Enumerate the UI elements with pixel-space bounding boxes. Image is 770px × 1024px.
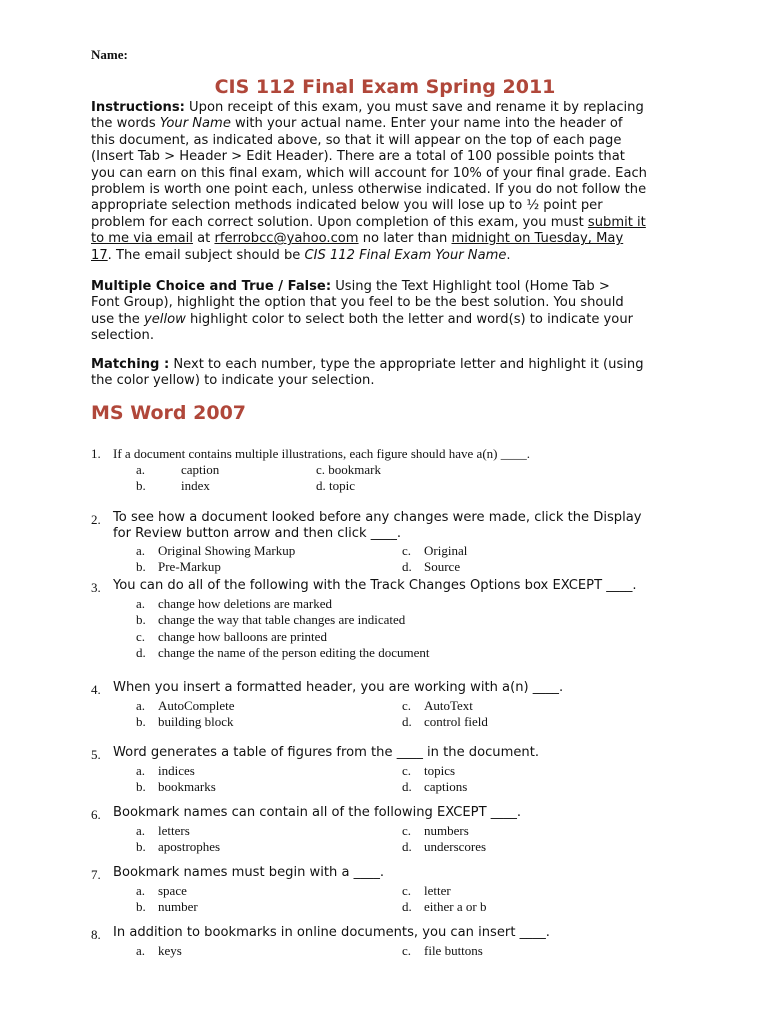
option-text: either a or b	[424, 899, 487, 914]
option-b[interactable]	[136, 779, 216, 795]
option-letter: c.	[402, 823, 412, 838]
option-text: AutoText	[424, 698, 473, 713]
submit-phrase: submit it	[587, 214, 646, 230]
option-text: topic	[329, 478, 355, 493]
option-a[interactable]	[136, 462, 219, 478]
option-text: number	[158, 899, 198, 914]
option-letter: d.	[402, 839, 412, 854]
email-link[interactable]: rferrobcc@yahoo.com	[214, 231, 359, 247]
page-title: CIS 112 Final Exam Spring 2011	[214, 76, 556, 98]
question-text: Bookmark names can contain all of the following EXCEPT ____.	[113, 805, 522, 820]
option-letter: a.	[136, 823, 146, 838]
question-text: You can do all of the following with the Track Changes Options box EXCEPT ____.	[113, 578, 637, 593]
instructions-text: problem is worth one point each, unless otherwise indicated. If you do not follow the	[91, 182, 647, 198]
option-text: letters	[158, 823, 190, 838]
option-a[interactable]	[136, 596, 332, 612]
option-c[interactable]	[136, 629, 327, 645]
section-title: MS Word 2007	[91, 402, 247, 424]
option-text: space	[158, 883, 187, 898]
instructions-text: problem for each correct solution. Upon completion of this exam, you must	[91, 214, 588, 230]
option-letter: c.	[402, 943, 412, 958]
option-a[interactable]	[136, 883, 187, 899]
your-name-phrase: Your Name	[159, 116, 231, 132]
option-b[interactable]	[136, 612, 405, 628]
instructions-text: .	[506, 247, 511, 263]
option-text: change the name of the person editing the document	[158, 645, 430, 660]
option-text: topics	[424, 763, 456, 778]
option-text: Original Showing Markup	[158, 543, 296, 558]
option-text: change how balloons are printed	[158, 629, 327, 644]
option-d[interactable]	[402, 559, 460, 575]
question-number: 5.	[91, 747, 101, 762]
option-a[interactable]	[136, 823, 190, 839]
option-a[interactable]	[136, 698, 235, 714]
option-letter: c.	[402, 698, 412, 713]
option-letter: c.	[316, 462, 326, 477]
question-number: 2.	[91, 512, 101, 527]
option-text: letter	[424, 883, 451, 898]
matching-text: Next to each number, type the appropriate letter and highlight it (using	[169, 357, 644, 372]
option-text: file buttons	[424, 943, 483, 958]
option-letter: c.	[136, 629, 146, 644]
question-number: 1.	[91, 446, 101, 461]
question-text: To see how a document looked before any changes were made, click the Display	[113, 510, 642, 525]
option-text: control field	[424, 714, 488, 729]
question-number: 7.	[91, 867, 101, 882]
instructions-text: . The email subject should be	[107, 247, 305, 263]
option-c[interactable]	[402, 543, 467, 559]
option-letter: d.	[402, 899, 412, 914]
instructions-text: you can earn on this final exam, which will account for 10% of your final grade. Each	[91, 165, 647, 181]
option-letter: b.	[136, 779, 146, 794]
option-letter: a.	[136, 943, 146, 958]
option-text: Source	[424, 559, 461, 574]
matching-paragraph	[91, 357, 691, 390]
question-number: 8.	[91, 927, 101, 942]
option-letter: c.	[402, 543, 412, 558]
option-c[interactable]	[402, 698, 473, 714]
option-letter: a.	[136, 763, 146, 778]
option-text: bookmark	[328, 462, 381, 477]
option-letter: a.	[136, 596, 146, 611]
option-letter: c.	[402, 883, 412, 898]
instructions-text: this document, as indicated above, so that it will appear on the top of each page	[91, 132, 622, 148]
option-text: underscores	[424, 839, 487, 854]
instructions-text: no later than	[358, 231, 452, 247]
option-letter: b.	[136, 612, 146, 627]
question-number: 6.	[91, 807, 101, 822]
question-number: 4.	[91, 682, 101, 697]
option-b[interactable]	[136, 839, 220, 855]
option-text: Original	[424, 543, 468, 558]
option-text: AutoComplete	[158, 698, 235, 713]
mc-text: Font Group), highlight the option that you feel to be the best solution. You should	[91, 295, 624, 311]
instructions-text: appropriate selection methods indicated below you will lose up to ½ point per	[91, 198, 603, 214]
option-a[interactable]	[136, 943, 182, 959]
instructions-label: Instructions:	[91, 100, 185, 115]
question-text: In addition to bookmarks in online documents, you can insert ____.	[113, 925, 550, 940]
option-d[interactable]	[402, 779, 467, 795]
instructions-text: Upon receipt of this exam, you must save and rename it by replacing	[184, 100, 644, 115]
option-letter: a.	[136, 698, 146, 713]
instructions-text: at	[192, 231, 215, 247]
option-text: change the way that table changes are indicated	[158, 612, 406, 627]
option-text: apostrophes	[158, 839, 221, 854]
option-c[interactable]	[316, 462, 381, 478]
option-text: caption	[181, 462, 220, 477]
question-text: Bookmark names must begin with a ____.	[113, 865, 385, 880]
option-b[interactable]	[136, 478, 210, 494]
instructions-text: the words	[91, 116, 160, 132]
multiple-choice-label: Multiple Choice and True / False:	[91, 279, 332, 294]
option-letter: d.	[136, 645, 146, 660]
option-a[interactable]	[136, 763, 195, 779]
option-letter: b.	[136, 899, 146, 914]
option-c[interactable]	[402, 763, 455, 779]
mc-text: use the	[91, 311, 144, 327]
option-c[interactable]	[402, 943, 483, 959]
matching-label: Matching :	[91, 357, 170, 372]
option-letter: b.	[136, 559, 146, 574]
option-letter: b.	[136, 714, 146, 729]
question-number: 3.	[91, 580, 101, 595]
option-text: bookmarks	[158, 779, 216, 794]
option-letter: d.	[402, 779, 412, 794]
yellow-word: yellow	[144, 311, 186, 327]
option-letter: a.	[136, 462, 146, 477]
option-letter: a.	[136, 883, 146, 898]
email-subject: CIS 112 Final Exam Your Name	[304, 247, 507, 263]
question-text: If a document contains multiple illustrations, each figure should have a(n) ____.	[113, 446, 530, 461]
matching-text: the color yellow) to indicate your selection.	[91, 373, 375, 389]
option-c[interactable]	[402, 823, 469, 839]
option-letter: a.	[136, 543, 146, 558]
deadline-phrase: midnight on Tuesday, May	[451, 231, 624, 247]
option-text: keys	[158, 943, 182, 958]
option-text: index	[181, 478, 210, 493]
option-text: captions	[424, 779, 468, 794]
option-letter: d.	[402, 714, 412, 729]
option-b[interactable]	[136, 899, 198, 915]
option-b[interactable]	[136, 714, 233, 730]
option-d[interactable]	[402, 839, 486, 855]
option-text: indices	[158, 763, 195, 778]
mc-text: highlight color to select both the letter and word(s) to indicate your	[185, 311, 634, 327]
instructions-paragraph	[91, 100, 691, 264]
submit-phrase: to me via email	[91, 231, 193, 247]
option-text: change how deletions are marked	[158, 596, 332, 611]
option-letter: d.	[316, 478, 326, 493]
option-a[interactable]	[136, 543, 295, 559]
option-letter: c.	[402, 763, 412, 778]
instructions-text: with your actual name. Enter your name into the header of	[230, 116, 623, 132]
deadline-phrase: 17	[91, 247, 108, 263]
option-letter: b.	[136, 839, 146, 854]
option-text: Pre-Markup	[158, 559, 221, 574]
option-d[interactable]	[316, 478, 355, 494]
question-text: Word generates a table of figures from the ____ in the document.	[113, 745, 540, 760]
question-text-continued: for Review button arrow and then click ____.	[113, 526, 402, 541]
instructions-text: (Insert Tab > Header > Edit Header). There are a total of 100 possible points that	[91, 149, 625, 165]
option-d[interactable]	[402, 899, 486, 915]
multiple-choice-paragraph	[91, 279, 691, 345]
option-b[interactable]	[136, 559, 221, 575]
mc-text: Using the Text Highlight tool (Home Tab >	[331, 279, 610, 294]
mc-text: selection.	[91, 328, 155, 344]
option-d[interactable]	[402, 714, 488, 730]
question-text: When you insert a formatted header, you are working with a(n) ____.	[113, 680, 564, 695]
name-label: Name:	[91, 47, 128, 62]
option-c[interactable]	[402, 883, 451, 899]
option-text: numbers	[424, 823, 469, 838]
option-letter: b.	[136, 478, 146, 493]
option-d[interactable]	[136, 645, 429, 661]
option-text: building block	[158, 714, 234, 729]
option-letter: d.	[402, 559, 412, 574]
